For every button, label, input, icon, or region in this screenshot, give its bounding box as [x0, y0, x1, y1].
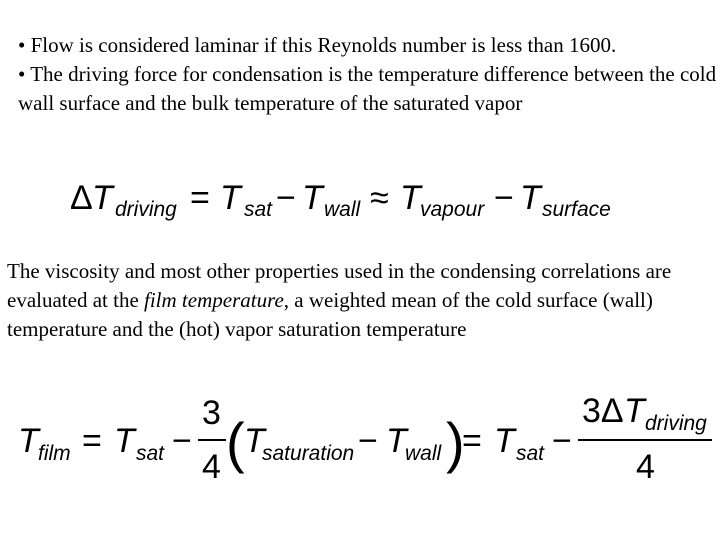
- eq2-right-paren: ): [446, 411, 465, 474]
- eq2-minus-3: −: [552, 422, 572, 460]
- paragraph-text-end: , a weighted mean of the cold surface (wall) temperature and the (hot) vapor saturation temperature: [7, 288, 653, 341]
- eq2-frac-numerator-t: T: [624, 392, 645, 430]
- eq2-t-film: T: [18, 422, 39, 460]
- eq1-t-driving: T: [92, 179, 113, 217]
- eq1-t-vapour: T: [400, 179, 421, 217]
- eq1-t-wall: T: [302, 179, 323, 217]
- eq2-t-sat-1: T: [114, 422, 135, 460]
- eq2-frac-numerator-3: 3: [202, 394, 221, 432]
- eq2-equals-2: =: [462, 422, 482, 460]
- eq1-minus-2: −: [494, 179, 514, 217]
- paragraph-text-start: The viscosity and most other properties used in the condensing correlations are evaluated at the: [7, 259, 672, 312]
- eq1-t-sat: T: [220, 179, 241, 217]
- eq2-equals-1: =: [82, 422, 102, 460]
- eq1-sub-driving: driving: [115, 198, 177, 221]
- eq1-t-surface: T: [520, 179, 541, 217]
- eq2-sub-saturation: saturation: [262, 442, 355, 465]
- eq1-sub-wall: wall: [324, 198, 361, 221]
- eq2-left-paren: (: [226, 411, 245, 474]
- eq1-sub-vapour: vapour: [420, 198, 485, 221]
- eq2-sub-film: film: [38, 442, 71, 465]
- eq2-t-sat-2: T: [494, 422, 515, 460]
- eq1-minus-1: −: [276, 179, 296, 217]
- eq2-t-wall: T: [386, 422, 407, 460]
- eq2-minus-2: −: [358, 422, 378, 460]
- eq1-sub-surface: surface: [542, 198, 611, 221]
- eq2-frac-sub-driving: driving: [645, 412, 707, 435]
- eq2-frac-denominator-4b: 4: [636, 448, 655, 486]
- eq2-sub-sat-2: sat: [516, 442, 545, 465]
- eq2-sub-sat-1: sat: [136, 442, 165, 465]
- eq2-minus-1: −: [172, 422, 192, 460]
- bullet-driving-force: • The driving force for condensation is the temperature difference between the cold wall surface and the bulk temperature of the saturated vapor: [18, 62, 717, 115]
- eq1-equals: =: [190, 179, 210, 217]
- eq2-frac-numerator-3delta: 3Δ: [582, 392, 624, 430]
- eq2-frac-denominator-4: 4: [202, 448, 221, 486]
- eq1-approx: ≈: [370, 179, 389, 217]
- eq2-sub-wall: wall: [405, 442, 442, 465]
- film-temperature-emphasis: film temperature: [144, 288, 284, 312]
- eq2-t-saturation: T: [244, 422, 265, 460]
- eq1-delta: Δ: [70, 179, 93, 217]
- bullet-laminar-flow: • Flow is considered laminar if this Reynolds number is less than 1600.: [18, 33, 617, 57]
- eq1-sub-sat: sat: [244, 198, 273, 221]
